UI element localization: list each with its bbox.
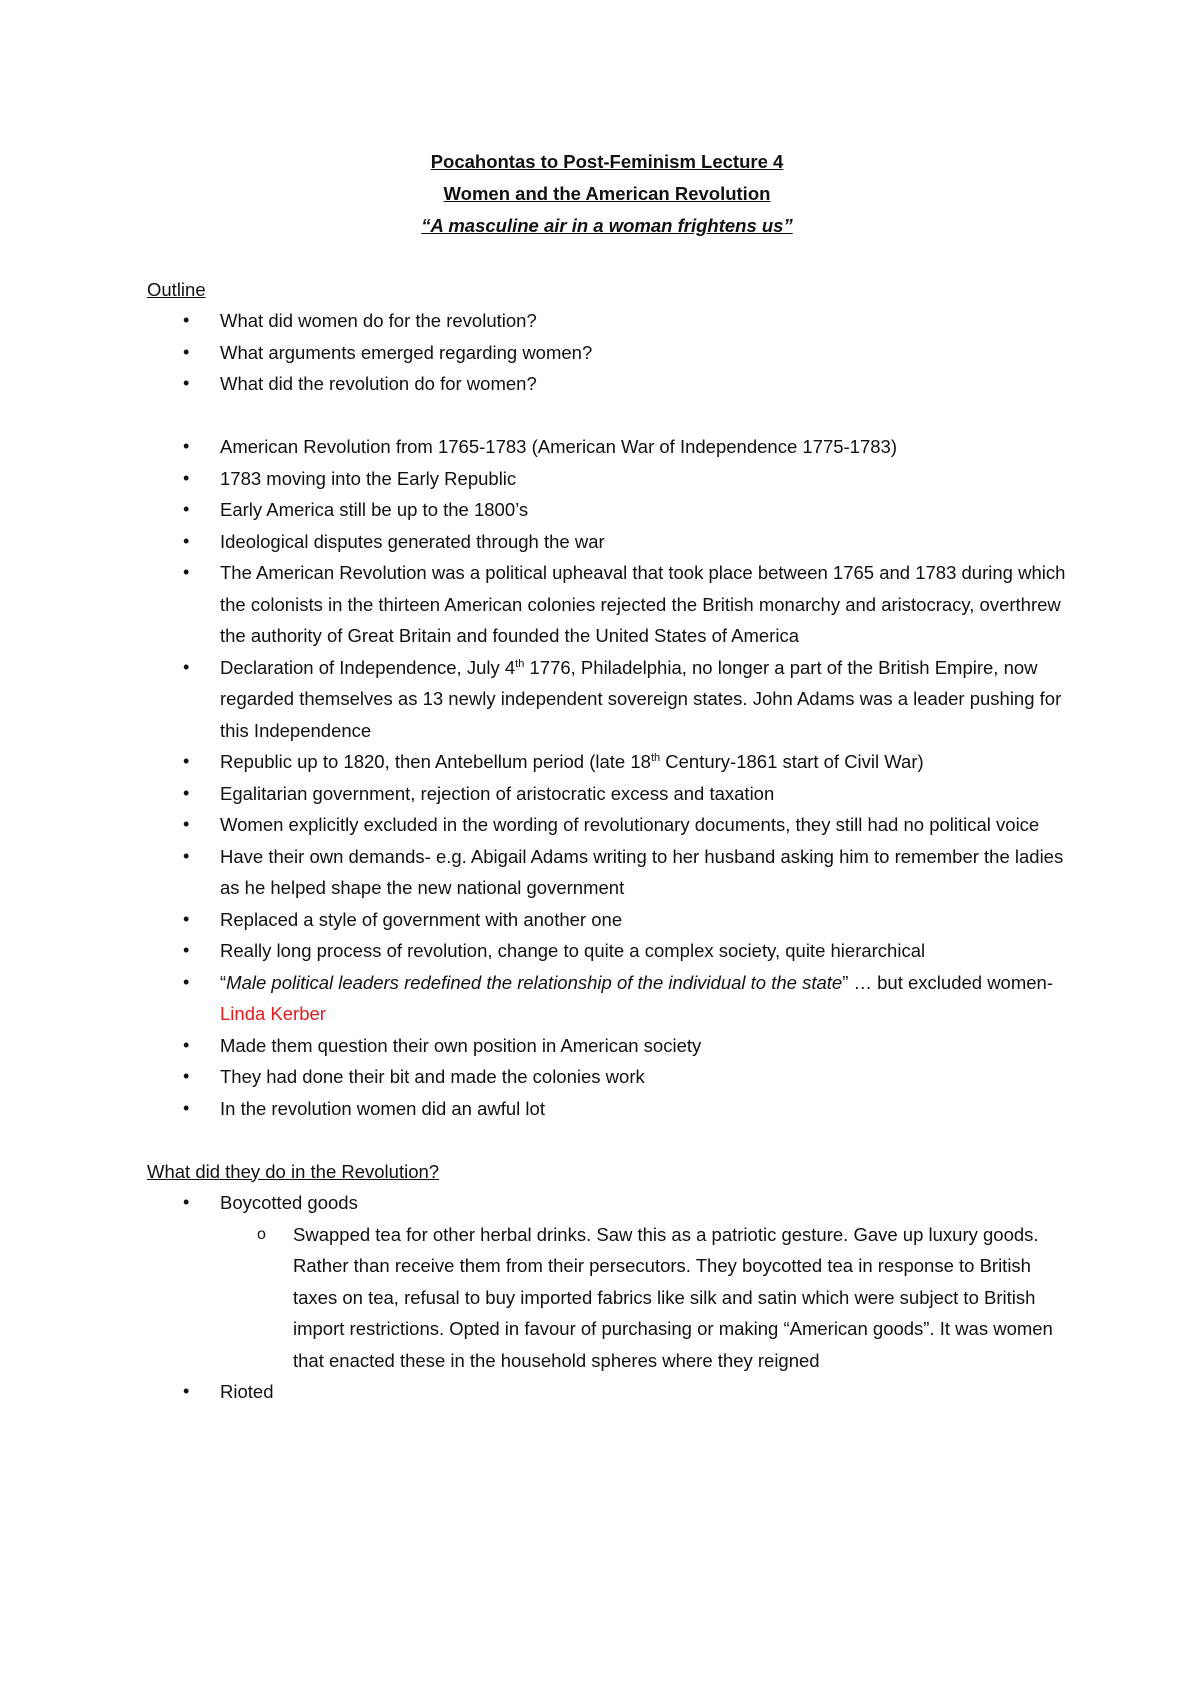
document-page: [147, 146, 1067, 1408]
list-item: • What arguments emerged regarding women?: [147, 337, 1067, 369]
list-item: • They had done their bit and made the colonies work: [147, 1061, 1067, 1093]
list-item: • What did women do for the revolution?: [147, 305, 1067, 337]
list-item: • Ideological disputes generated through the war: [147, 526, 1067, 558]
list-item: • Replaced a style of government with another one: [147, 904, 1067, 936]
list-item: • Rioted: [147, 1376, 1067, 1408]
text-segment: Boycotted goods: [220, 1192, 358, 1213]
list-item: • Really long process of revolution, change to quite a complex society, quite hierarchical: [147, 935, 1067, 967]
spacer: [147, 1124, 1067, 1156]
spacer: [147, 400, 1067, 432]
list-item: [147, 1187, 1067, 1376]
text-segment: Republic up to 1820, then Antebellum period (late 18: [220, 751, 651, 772]
revolution-list: [147, 1187, 1067, 1408]
list-item: • Early America still be up to the 1800’s: [147, 494, 1067, 526]
list-item: • Made them question their own position in American society: [147, 1030, 1067, 1062]
sub-list-item: o Swapped tea for other herbal drinks. Saw this as a patriotic gesture. Gave up luxury goods. Rather than receive them from their persecutors. They boycotted tea in response to British taxes on tea, refusal to buy imported fabrics like silk and satin which were subject to British import restrictions. Opted in favour of purchasing or making “American goods”. It was women that enacted these in the household spheres where they reigned: [147, 1219, 1067, 1377]
outline-list: [147, 305, 1067, 400]
notes-list: [147, 431, 1067, 1124]
revolution-heading: What did they do in the Revolution?: [147, 1160, 440, 1182]
lecture-subtitle: Women and the American Revolution: [443, 183, 771, 204]
list-item: • In the revolution women did an awful lot: [147, 1093, 1067, 1125]
lecture-quote: “A masculine air in a woman frightens us”: [421, 215, 793, 236]
text-segment: Declaration of Independence, July 4: [220, 656, 516, 678]
list-item: [147, 746, 1067, 778]
list-item: • 1783 moving into the Early Republic: [147, 463, 1067, 495]
lecture-title: Pocahontas to Post-Feminism Lecture 4: [430, 151, 784, 172]
document-title-block: [147, 146, 1067, 242]
list-item: • American Revolution from 1765-1783 (American War of Independence 1775-1783): [147, 431, 1067, 463]
list-item: • The American Revolution was a political upheaval that took place between 1765 and 1783 during which the colonists in the thirteen American colonies rejected the British monarchy and aristocracy, overthrew the authority of Great Britain and founded the United States of America: [147, 557, 1067, 652]
list-item: • What did the revolution do for women?: [147, 368, 1067, 400]
outline-heading: Outline: [147, 278, 206, 300]
list-item: [147, 967, 1067, 1030]
sub-list: [220, 1219, 1067, 1377]
list-item: • Have their own demands- e.g. Abigail Adams writing to her husband asking him to remember the ladies as he helped shape the new national government: [147, 841, 1067, 904]
author-name: Linda Kerber: [220, 1003, 326, 1024]
text-segment: ” … but excluded women-: [842, 971, 1053, 993]
text-segment: “: [220, 971, 227, 993]
spacer: [147, 242, 1067, 274]
superscript: th: [515, 657, 525, 670]
list-item: • Egalitarian government, rejection of aristocratic excess and taxation: [147, 778, 1067, 810]
list-item: [147, 652, 1067, 747]
list-item: • Women explicitly excluded in the wording of revolutionary documents, they still had no political voice: [147, 809, 1067, 841]
text-segment: Century-1861 start of Civil War): [660, 751, 924, 772]
superscript: th: [650, 751, 661, 764]
text-segment: 1776, Philadelphia, no longer a part of the British Empire, now regarded themselves as 13 newly independent sovereign states. John Adams was a leader pushing for this Independence: [220, 656, 1062, 741]
kerber-quote: Male political leaders redefined the relationship of the individual to the state: [226, 971, 843, 993]
